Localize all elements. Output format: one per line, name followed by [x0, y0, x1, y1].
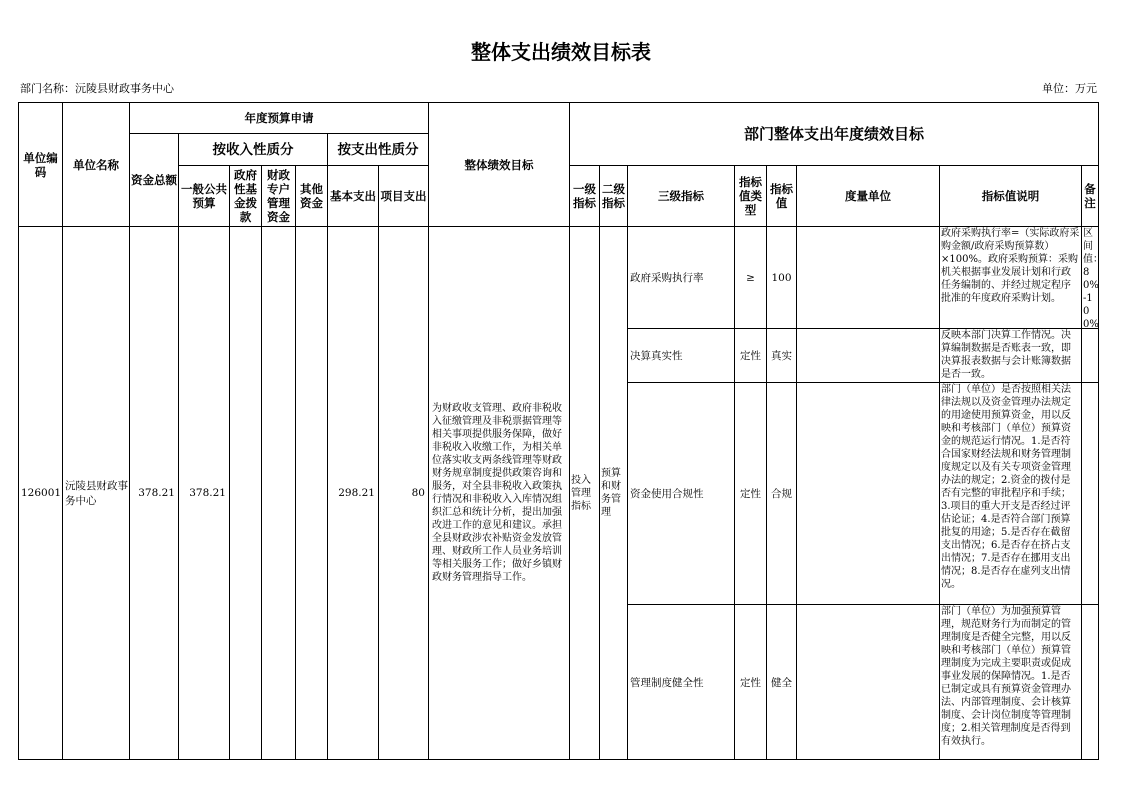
unit-code-cell: 126001 [19, 227, 63, 760]
header-unit-code: 单位编码 [19, 103, 63, 227]
header-other-funds: 其他资金 [296, 166, 328, 227]
indicator-value-cell: 100 [767, 227, 797, 329]
header-level1: 一级指标 [570, 166, 600, 227]
page-title: 整体支出绩效目标表 [471, 40, 651, 64]
unit-name-cell: 沅陵县财政事务中心 [63, 227, 130, 760]
indicator-remark-cell [1082, 329, 1099, 383]
indicator-value-cell: 真实 [767, 329, 797, 383]
indicator-type-cell: 定性 [735, 329, 767, 383]
header-gov-fund: 政府性基金拨款 [230, 166, 262, 227]
indicator-desc-cell: 部门（单位）为加强预算管理，规范财务行为而制定的管理制度是否健全完整，用以反映和考核部门（单位）预算管理制度为完成主要职责或促成事业发展的保障情况。1.是否已制定或具有预算资金管理办法、内部管理制度、会计核算制度、会计岗位制度等管理制度；2.相关管理制度是否得到有效执行。 [941, 606, 1071, 747]
header-measure-unit: 度量单位 [797, 166, 940, 227]
header-remarks: 备注 [1082, 166, 1099, 227]
level1-cell: 投入管理指标 [570, 227, 600, 760]
indicator-name-cell: 管理制度健全性 [628, 605, 735, 760]
indicator-unit-cell [797, 227, 940, 329]
indicator-unit-cell [797, 383, 940, 605]
indicator-type-cell: 定性 [735, 383, 767, 605]
indicator-name-cell: 决算真实性 [628, 329, 735, 383]
header-indicator-value: 指标值 [767, 166, 797, 227]
unit-label: 单位：万元 [1042, 82, 1097, 95]
department-label: 部门名称：沅陵县财政事务中心 [20, 82, 174, 95]
header-basic-expense: 基本支出 [328, 166, 379, 227]
fiscal-special-cell [262, 227, 296, 760]
basic-expense-cell: 298.21 [328, 227, 379, 760]
overall-goal-cell: 为财政收支管理、政府非税收入征缴管理及非税票据管理等相关事项提供服务保障，做好非税收入收缴工作，为相关单位落实收支两条线管理等财政财务规章制度提供政策咨询和服务，对全县非税收入政策执行情况和非税收入入库情况组织汇总和统计分析，提出加强改进工作的意见和建议。承担全县财政涉农补贴资金发放管理、财政所工作人员业务培训等相关服务工作；做好乡镇财政财务管理指导工作。 [429, 227, 570, 760]
header-annual-budget: 年度预算申请 [130, 103, 429, 134]
header-level3: 三级指标 [628, 166, 735, 227]
level2-cell: 预算和财务管理 [600, 227, 628, 760]
total-funds-cell: 378.21 [130, 227, 179, 760]
indicator-unit-cell [797, 329, 940, 383]
header-unit-name: 单位名称 [63, 103, 130, 227]
indicator-name-cell: 资金使用合规性 [628, 383, 735, 605]
performance-table [18, 102, 1103, 760]
header-total-funds: 资金总额 [130, 134, 179, 227]
indicator-remark-cell [1082, 605, 1099, 760]
indicator-type-cell: ≥ [735, 227, 767, 329]
indicator-desc-cell: 政府采购执行率=（实际政府采购金额/政府采购预算数）×100%。政府采购预算：采购机关根据事业发展计划和行政任务编制的、并经过规定程序批准的年度政府采购计划。 [941, 228, 1080, 304]
header-value-type: 指标值类型 [735, 166, 767, 227]
other-funds-cell [296, 227, 328, 760]
indicator-remark-cell: 区间值：80%-100% [1083, 228, 1103, 330]
header-general-budget: 一般公共预算 [179, 166, 230, 227]
project-expense-cell: 80 [379, 227, 429, 760]
header-by-expense: 按支出性质分 [328, 134, 429, 166]
header-dept-goal: 部门整体支出年度绩效目标 [570, 103, 1099, 166]
indicator-remark-cell [1082, 383, 1099, 605]
header-by-income: 按收入性质分 [179, 134, 328, 166]
header-fiscal-special: 财政专户管理资金 [262, 166, 296, 227]
header-overall-goal: 整体绩效目标 [429, 103, 570, 227]
indicator-name-cell: 政府采购执行率 [628, 227, 735, 329]
gov-fund-cell [230, 227, 262, 760]
indicator-value-cell: 健全 [767, 605, 797, 760]
general-budget-cell: 378.21 [179, 227, 230, 760]
indicator-type-cell: 定性 [735, 605, 767, 760]
header-level2: 二级指标 [600, 166, 628, 227]
table-row [19, 227, 1099, 329]
indicator-unit-cell [797, 605, 940, 760]
header-project-expense: 项目支出 [379, 166, 429, 227]
header-value-desc: 指标值说明 [940, 166, 1082, 227]
indicator-value-cell: 合规 [767, 383, 797, 605]
indicator-desc-cell: 部门（单位）是否按照相关法律法规以及资金管理办法规定的用途使用预算资金，用以反映和考核部门（单位）预算资金的规范运行情况。1.是否符合国家财经法规和财务管理制度规定以及有关专项资金管理办法的规定；2.资金的拨付是否有完整的审批程序和手续；3.项目的重大开支是否经过评估论证；4.是否符合部门预算批复的用途；5.是否存在截留支出情况；6.是否存在挤占支出情况；7.是否存在挪用支出情况；8.是否存在虚列支出情况。 [941, 384, 1071, 590]
indicator-desc-cell: 反映本部门决算工作情况。决算编制数据是否账表一致，即决算报表数据与会计账簿数据是否一致。 [941, 330, 1071, 380]
